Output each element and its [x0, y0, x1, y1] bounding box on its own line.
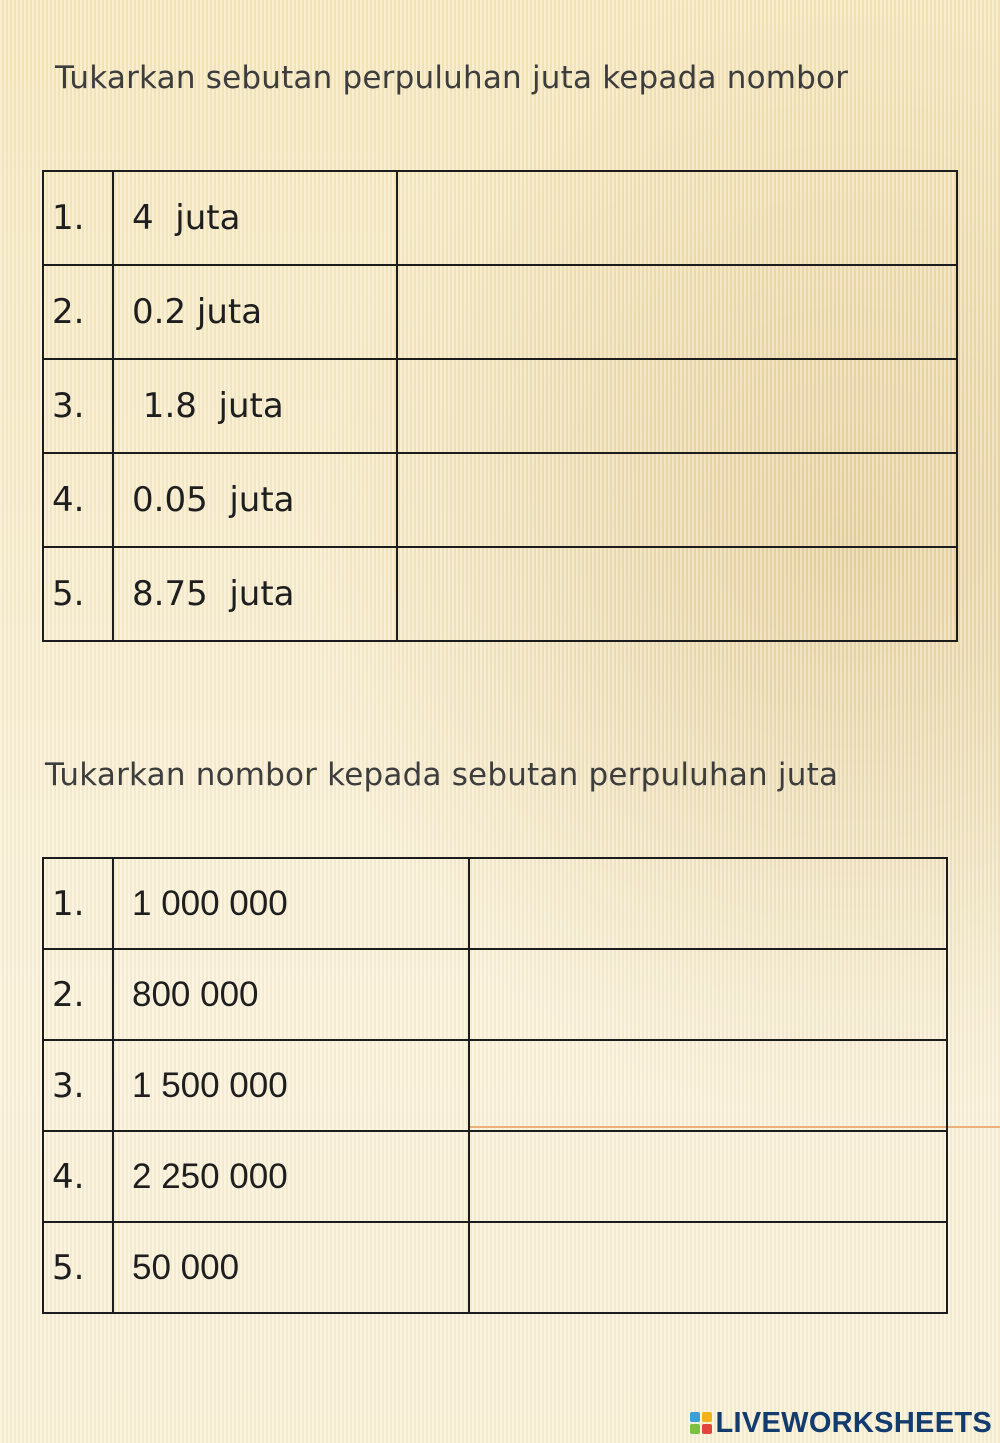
- table-row: [43, 858, 947, 949]
- row-number: 1.: [43, 171, 113, 265]
- table-row: [43, 265, 957, 359]
- row-number: 4.: [43, 1131, 113, 1222]
- section2-title: Tukarkan nombor kepada sebutan perpuluhan juta: [45, 757, 839, 793]
- table-row: [43, 547, 957, 641]
- row-number: 3.: [43, 359, 113, 453]
- answer-cell[interactable]: [397, 547, 957, 641]
- answer-cell[interactable]: [397, 359, 957, 453]
- row-number: 2.: [43, 265, 113, 359]
- table-row: [43, 1040, 947, 1131]
- section1-title: Tukarkan sebutan perpuluhan juta kepada nombor: [55, 60, 849, 96]
- row-number: 1.: [43, 858, 113, 949]
- question-cell: 1.8 juta: [113, 359, 397, 453]
- question-cell: 800 000: [113, 949, 469, 1040]
- row-number: 4.: [43, 453, 113, 547]
- row-number: 3.: [43, 1040, 113, 1131]
- section2-table: [42, 857, 948, 1314]
- question-cell: 8.75 juta: [113, 547, 397, 641]
- answer-cell[interactable]: [397, 265, 957, 359]
- answer-cell[interactable]: [469, 1131, 947, 1222]
- answer-cell[interactable]: [469, 1222, 947, 1313]
- table-row: [43, 171, 957, 265]
- liveworksheets-logo-icon: [690, 1412, 712, 1434]
- question-cell: 4 juta: [113, 171, 397, 265]
- table-row: [43, 1222, 947, 1313]
- answer-cell[interactable]: [469, 858, 947, 949]
- row-number: 2.: [43, 949, 113, 1040]
- section1-table: [42, 170, 958, 642]
- table-row: [43, 453, 957, 547]
- answer-cell[interactable]: [469, 949, 947, 1040]
- row-number: 5.: [43, 547, 113, 641]
- table-row: [43, 359, 957, 453]
- table-row: [43, 1131, 947, 1222]
- question-cell: 1 000 000: [113, 858, 469, 949]
- answer-cell[interactable]: [397, 171, 957, 265]
- row-number: 5.: [43, 1222, 113, 1313]
- liveworksheets-brand[interactable]: [690, 1406, 993, 1440]
- question-cell: 0.05 juta: [113, 453, 397, 547]
- brand-name: LIVEWORKSHEETS: [715, 1406, 992, 1439]
- question-cell: 0.2 juta: [113, 265, 397, 359]
- question-cell: 1 500 000: [113, 1040, 469, 1131]
- question-cell: 50 000: [113, 1222, 469, 1313]
- answer-cell[interactable]: [469, 1040, 947, 1131]
- question-cell: 2 250 000: [113, 1131, 469, 1222]
- table-row: [43, 949, 947, 1040]
- answer-cell[interactable]: [397, 453, 957, 547]
